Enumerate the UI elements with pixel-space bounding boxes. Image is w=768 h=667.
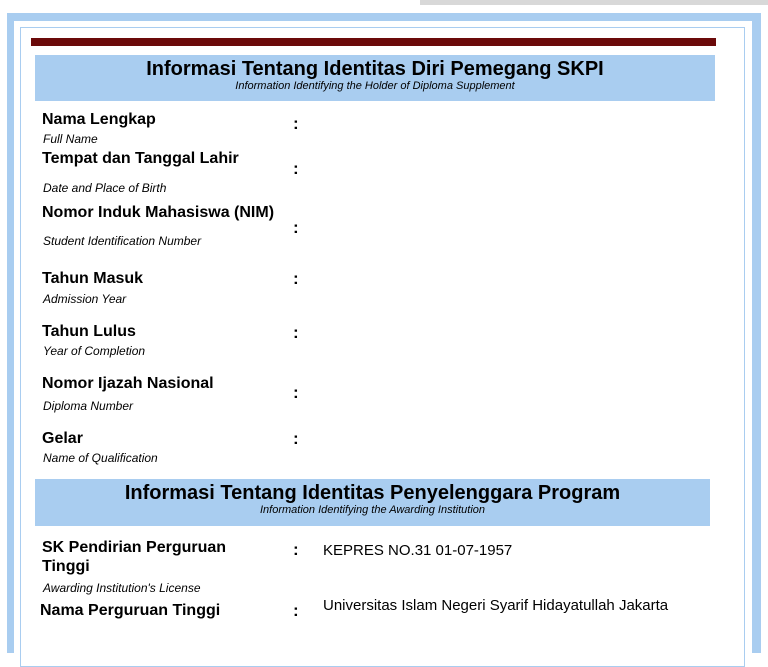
admission-year-sublabel: Admission Year	[43, 292, 127, 306]
top-shadow-bar	[420, 0, 768, 5]
completion-year-label: Tahun Lulus	[42, 323, 136, 340]
full-name-sublabel: Full Name	[43, 132, 98, 146]
institution-section-title: Informasi Tentang Identitas Penyelenggara Program	[124, 482, 621, 504]
admission-year-colon: :	[293, 269, 299, 288]
diploma-number-sublabel: Diploma Number	[43, 399, 134, 413]
birth-colon: :	[293, 159, 299, 178]
license-value: KEPRES NO.31 01-07-1957	[323, 542, 513, 559]
full-name-label: Nama Lengkap	[42, 111, 156, 128]
diploma-number-colon: :	[293, 383, 299, 402]
license-sublabel: Awarding Institution's License	[43, 581, 201, 595]
institution-section-subtitle: Information Identifying the Awarding Institution	[259, 504, 486, 516]
license-label-line1: SK Pendirian Perguruan	[42, 539, 227, 556]
birth-label: Tempat dan Tanggal Lahir	[42, 150, 239, 167]
admission-year-label: Tahun Masuk	[42, 270, 144, 287]
holder-section-header	[35, 55, 715, 101]
license-label-line2: Tinggi	[42, 558, 90, 575]
institution-name-label: Nama Perguruan Tinggi	[40, 602, 221, 619]
nim-colon: :	[293, 218, 299, 237]
holder-section-subtitle: Information Identifying the Holder of Diploma Supplement	[235, 80, 515, 92]
institution-name-value: Universitas Islam Negeri Syarif Hidayatullah Jakarta	[323, 597, 669, 614]
nim-label: Nomor Induk Mahasiswa (NIM)	[42, 204, 275, 221]
license-colon: :	[293, 540, 299, 559]
diploma-number-label: Nomor Ijazah Nasional	[42, 375, 214, 392]
qualification-sublabel: Name of Qualification	[43, 451, 158, 465]
completion-year-colon: :	[293, 323, 299, 342]
institution-section-header	[35, 479, 710, 526]
qualification-label: Gelar	[42, 430, 83, 447]
nim-sublabel: Student Identification Number	[43, 234, 202, 248]
completion-year-sublabel: Year of Completion	[43, 344, 146, 358]
header-divider-bar	[31, 38, 716, 46]
institution-name-colon: :	[293, 601, 299, 620]
birth-sublabel: Date and Place of Birth	[43, 181, 167, 195]
full-name-colon: :	[293, 114, 299, 133]
holder-section-title: Informasi Tentang Identitas Diri Pemegang SKPI	[146, 58, 604, 80]
qualification-colon: :	[293, 429, 299, 448]
